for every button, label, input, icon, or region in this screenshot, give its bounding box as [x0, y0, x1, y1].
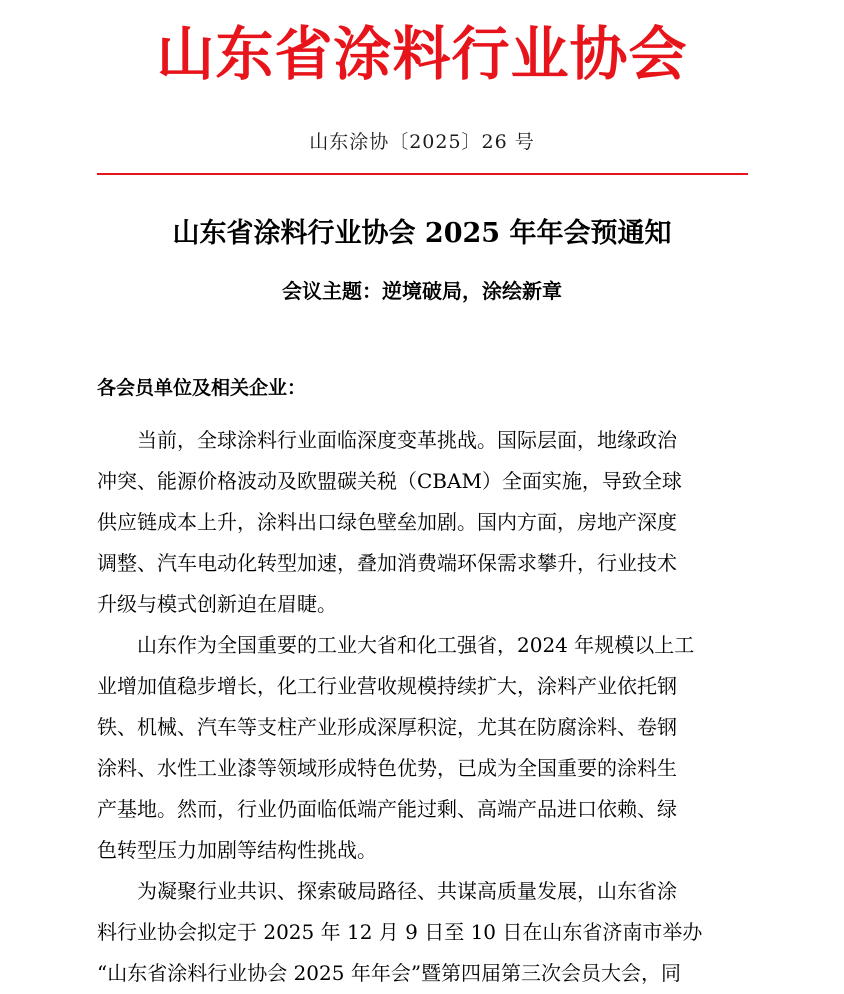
body-paragraph-1: 当前，全球涂料行业面临深度变革挑战。国际层面，地缘政治 冲突、能源价格波动及欧盟碳关税（CBAM）全面实施，导致全球 供应链成本上升，涂料出口绿色壁垒加剧。国内方面，房地产深度 调整、汽车电动化转型加速，叠加消费端环保需求攀升，行业技术 升级与模式创新迫在眉睫。	[97, 428, 682, 616]
salutation: 各会员单位及相关企业：	[97, 377, 307, 399]
notice-title: 山东省涂料行业协会 2025 年年会预通知	[172, 218, 672, 249]
header-divider	[97, 173, 748, 175]
body-paragraph-2: 山东作为全国重要的工业大省和化工强省，2024 年规模以上工 业增加值稳步增长，化工行业营收规模持续扩大，涂料产业依托钢 铁、机械、汽车等支柱产业形成深厚积淀，尤其在防腐涂料、卷钢 涂料、水性工业漆等领域形成特色优势，已成为全国重要的涂料生 产基地。然而，行业仍面临低端产能过剩、高端产品进口依赖、绿 色转型压力加剧等结构性挑战。	[97, 633, 695, 862]
notice-subtitle: 会议主题：逆境破局，涂绘新章	[282, 279, 562, 303]
organization-letterhead: 山东省涂料行业协会	[156, 20, 688, 88]
body-paragraph-3: 为凝聚行业共识、探索破局路径、共谋高质量发展，山东省涂 料行业协会拟定于 2025 年 12 月 9 日至 10 日在山东省济南市举办 “山东省涂料行业协会 2025 年年会”暨第四届第三次会员大会，同	[97, 879, 703, 985]
notice-body	[97, 420, 763, 994]
document-number: 山东涂协〔2025〕26 号	[309, 131, 535, 153]
